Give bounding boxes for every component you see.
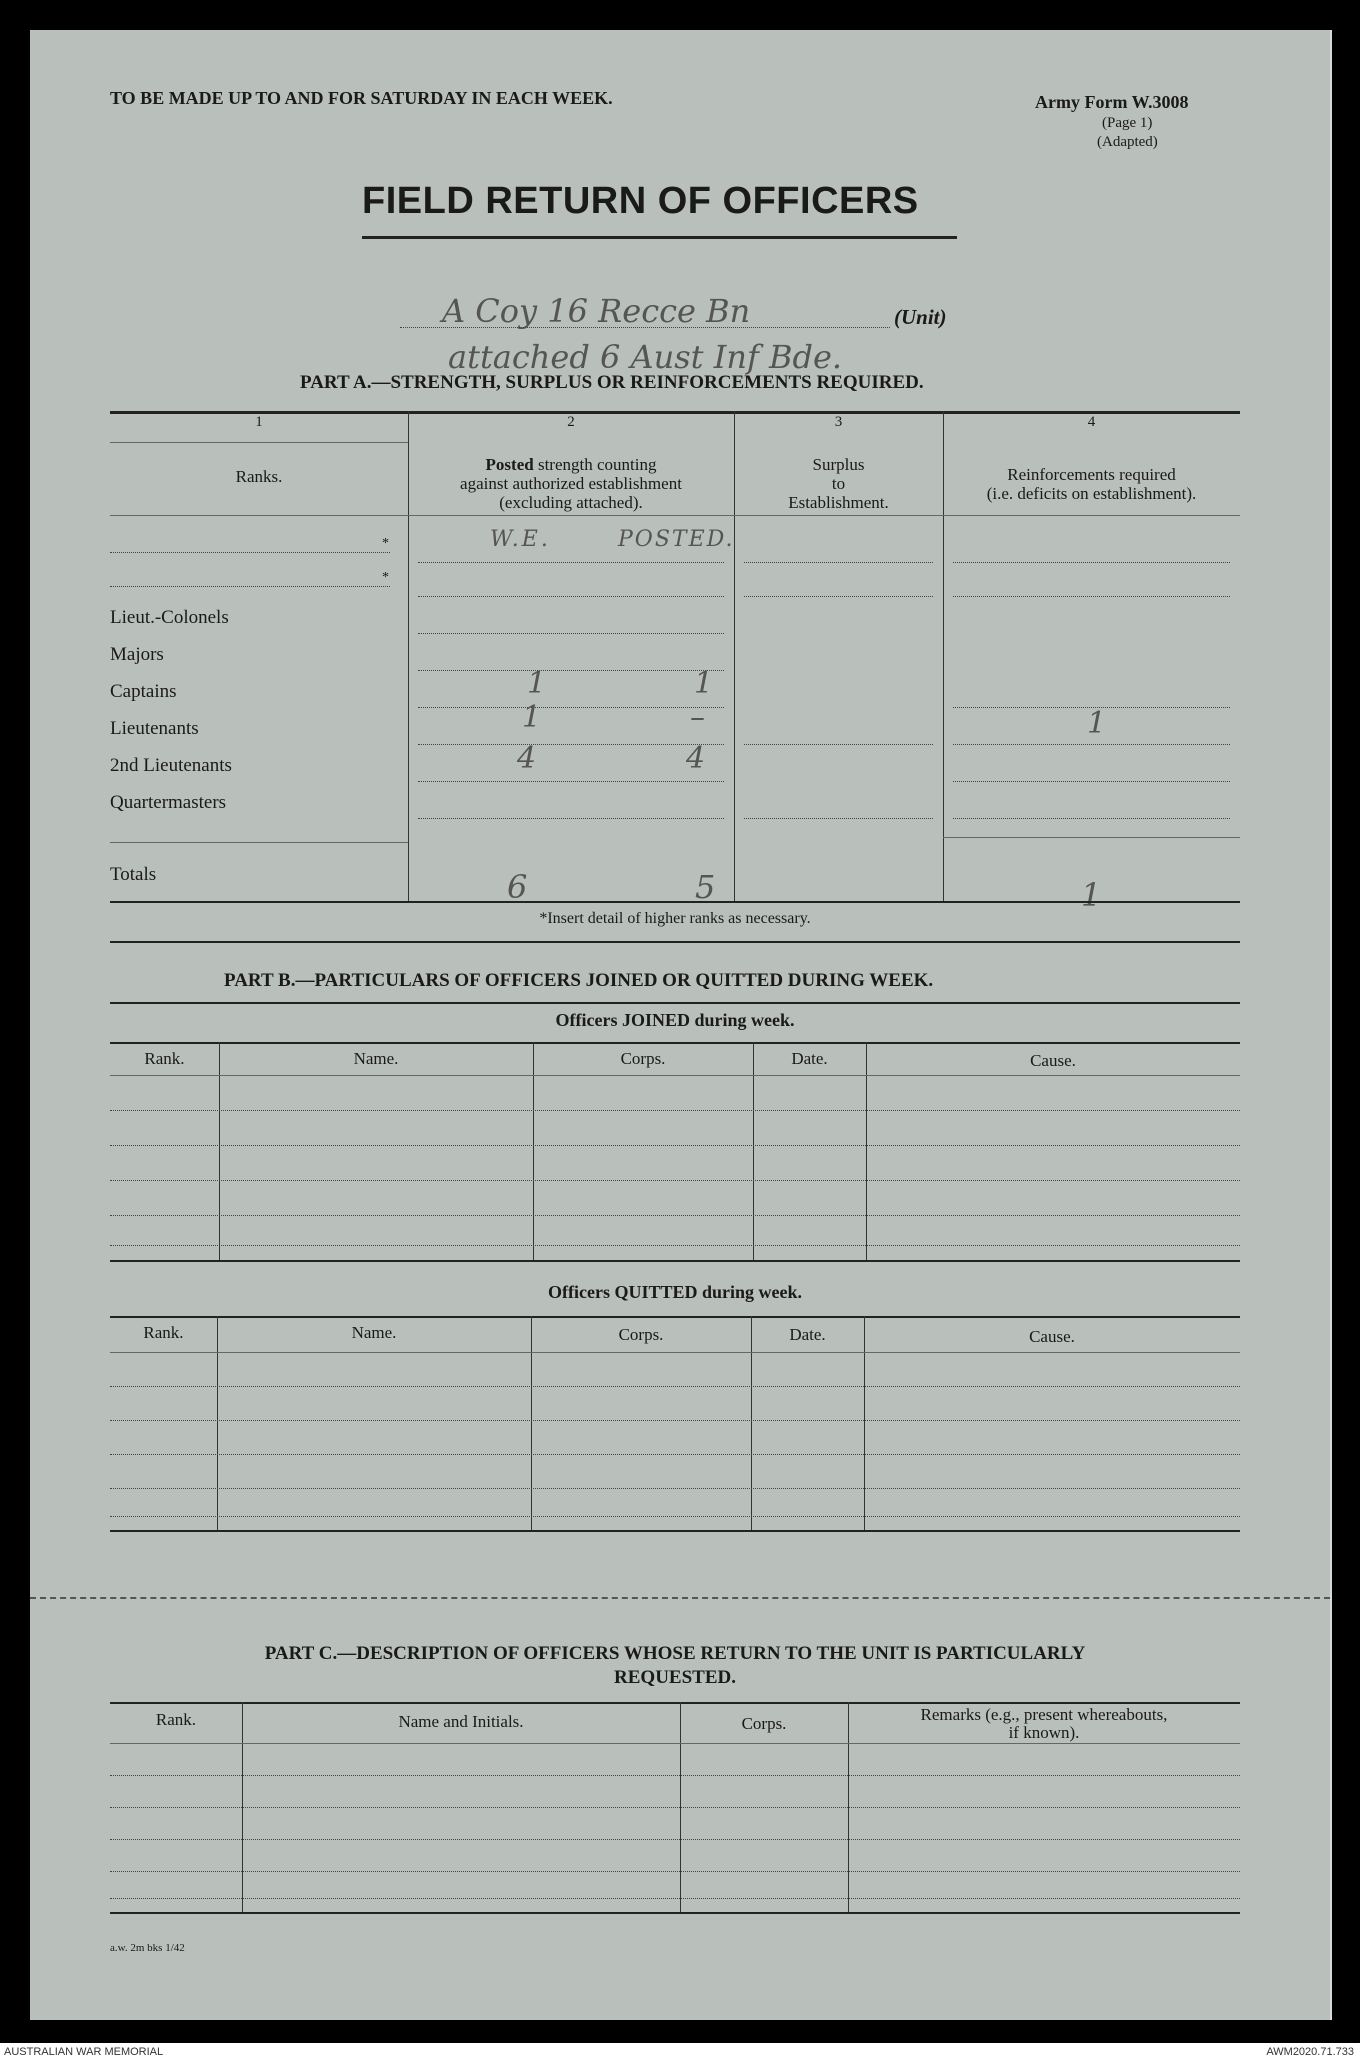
col2-row-rule-2 bbox=[418, 670, 724, 671]
joined-col-corps: Corps. bbox=[620, 1049, 666, 1068]
part-a-heading: PART A.—STRENGTH, SURPLUS OR REINFORCEMENTS REQUIRED. bbox=[300, 372, 924, 393]
quitted-col-corps: Corps. bbox=[618, 1325, 664, 1344]
col2-row-rule-5 bbox=[418, 781, 724, 782]
rank-lieut-colonels: Lieut.-Colonels bbox=[110, 607, 229, 628]
joined-heading: Officers JOINED during week. bbox=[555, 1010, 795, 1030]
form-number: Army Form W.3008 bbox=[1035, 92, 1189, 112]
joined-row-line bbox=[110, 1245, 1240, 1246]
part-c-table-top bbox=[110, 1702, 1240, 1704]
quitted-col-cause: Cause. bbox=[1029, 1327, 1075, 1346]
col-1-number: 1 bbox=[255, 414, 263, 430]
totals-reinf: 1 bbox=[1081, 876, 1102, 914]
quitted-table-bottom bbox=[110, 1530, 1240, 1532]
archive-footer bbox=[0, 2043, 1360, 2061]
col-posted-header bbox=[408, 455, 734, 512]
quitted-row-line bbox=[110, 1386, 1240, 1387]
asterisk-row-2 bbox=[110, 586, 390, 587]
col-surplus-header bbox=[734, 455, 943, 512]
form-sheet bbox=[30, 30, 1332, 2020]
col3-dotted-2 bbox=[744, 596, 933, 597]
joined-table-bottom bbox=[110, 1260, 1240, 1262]
col4-row-rule-3 bbox=[953, 781, 1230, 782]
joined-col-cause: Cause. bbox=[1030, 1051, 1076, 1070]
posted-label-3: (excluding attached). bbox=[499, 493, 643, 512]
we-subheading: W.E. bbox=[490, 527, 551, 552]
part-c-col-remarks bbox=[848, 1706, 1240, 1742]
rank-quartermasters: Quartermasters bbox=[110, 792, 227, 813]
part-a-header-rule bbox=[110, 515, 1240, 516]
unit-handwritten-1: A Coy 16 Recce Bn bbox=[442, 292, 751, 330]
col2-dotted-2 bbox=[418, 596, 724, 597]
col3-row-rule-1 bbox=[744, 744, 933, 745]
captains-reinf: 1 bbox=[1087, 706, 1107, 741]
page-title: FIELD RETURN OF OFFICERS bbox=[362, 180, 919, 222]
asterisk-row-1 bbox=[110, 552, 390, 553]
col4-row-rule-2 bbox=[953, 744, 1230, 745]
archive-name: AUSTRALIAN WAR MEMORIAL bbox=[4, 2046, 164, 2058]
joined-row-line bbox=[110, 1180, 1240, 1181]
asterisk-1: * bbox=[382, 536, 389, 551]
unit-handwritten-2: attached 6 Aust Inf Bde. bbox=[448, 338, 843, 376]
quitted-col-div-2 bbox=[531, 1316, 532, 1530]
joined-col-rank: Rank. bbox=[144, 1049, 185, 1068]
adapted-label: (Adapted) bbox=[1097, 134, 1158, 150]
quitted-col-rank: Rank. bbox=[143, 1323, 184, 1342]
surplus-label-2: to bbox=[831, 474, 846, 493]
quitted-col-div-3 bbox=[751, 1316, 752, 1530]
posted-label-1: strength counting bbox=[533, 455, 657, 474]
part-a-footnote: *Insert detail of higher ranks as necessary. bbox=[539, 910, 811, 927]
part-c-col-rank: Rank. bbox=[155, 1710, 197, 1729]
part-c-row-line bbox=[110, 1871, 1240, 1872]
quitted-row-line bbox=[110, 1454, 1240, 1455]
quitted-row-line bbox=[110, 1420, 1240, 1421]
posted-label-2: against authorized establishment bbox=[460, 474, 682, 493]
joined-header-rule bbox=[110, 1075, 1240, 1076]
totals-rule-left bbox=[110, 842, 408, 843]
col4-dotted-1 bbox=[953, 562, 1230, 563]
instruction-text: TO BE MADE UP TO AND FOR SATURDAY IN EACH WEEK. bbox=[110, 88, 613, 108]
totals-label: Totals bbox=[110, 864, 157, 885]
col4-row-rule-4 bbox=[953, 818, 1230, 819]
asterisk-2: * bbox=[382, 570, 389, 585]
part-b-heading: PART B.—PARTICULARS OF OFFICERS JOINED OR QUITTED DURING WEEK. bbox=[224, 970, 934, 991]
surplus-label-1: Surplus bbox=[812, 455, 865, 474]
totals-rule-right bbox=[943, 837, 1240, 838]
rank-majors: Majors bbox=[110, 644, 164, 665]
col-2-number: 2 bbox=[567, 414, 575, 430]
quitted-col-div-4 bbox=[864, 1316, 865, 1530]
totals-we: 6 bbox=[507, 868, 528, 906]
part-c-row-line bbox=[110, 1898, 1240, 1899]
remarks-label-1: Remarks (e.g., present whereabouts, bbox=[920, 1705, 1168, 1724]
totals-posted: 5 bbox=[695, 868, 716, 906]
reinf-label-1: Reinforcements required bbox=[1007, 465, 1176, 484]
part-c-heading bbox=[110, 1642, 1240, 1690]
lieutenants-posted: 4 bbox=[686, 741, 706, 776]
col2-row-rule-4 bbox=[418, 744, 724, 745]
col2-dotted-1 bbox=[418, 562, 724, 563]
rank-2nd-lieutenants: 2nd Lieutenants bbox=[110, 755, 232, 776]
joined-col-date: Date. bbox=[791, 1049, 828, 1068]
col2-row-rule-6 bbox=[418, 818, 724, 819]
col4-dotted-2 bbox=[953, 596, 1230, 597]
quitted-col-date: Date. bbox=[789, 1325, 826, 1344]
part-c-row-line bbox=[110, 1807, 1240, 1808]
col-3-number: 3 bbox=[834, 414, 843, 430]
quitted-row-line bbox=[110, 1488, 1240, 1489]
lieutenants-we: 4 bbox=[517, 741, 537, 776]
quitted-col-name: Name. bbox=[351, 1323, 397, 1342]
part-c-header-rule bbox=[110, 1743, 1240, 1744]
col3-dotted-1 bbox=[744, 562, 933, 563]
col-reinforcements-header bbox=[943, 465, 1240, 503]
captains-posted: – bbox=[690, 700, 705, 735]
col2-row-rule-3 bbox=[418, 707, 724, 708]
part-c-row-line bbox=[110, 1839, 1240, 1840]
col2-row-rule-1 bbox=[418, 633, 724, 634]
remarks-label-2: if known). bbox=[1008, 1723, 1080, 1742]
col-1-number-rule bbox=[110, 442, 408, 443]
archive-id: AWM2020.71.733 bbox=[1266, 2046, 1354, 2058]
majors-we: 1 bbox=[527, 666, 547, 701]
quitted-table-top bbox=[110, 1316, 1240, 1318]
captains-we: 1 bbox=[522, 700, 542, 735]
part-c-heading-2: REQUESTED. bbox=[614, 1667, 736, 1688]
rank-lieutenants: Lieutenants bbox=[110, 718, 199, 739]
part-c-row-line bbox=[110, 1775, 1240, 1776]
quitted-header-rule bbox=[110, 1352, 1240, 1353]
perforation-line bbox=[30, 1597, 1330, 1599]
col-4-number: 4 bbox=[1087, 414, 1096, 430]
part-c-table-bottom bbox=[110, 1912, 1240, 1914]
page-number: (Page 1) bbox=[1102, 115, 1153, 131]
posted-subheading: POSTED. bbox=[618, 527, 735, 552]
quitted-col-div-1 bbox=[217, 1316, 218, 1530]
quitted-heading: Officers QUITTED during week. bbox=[548, 1282, 802, 1302]
part-c-col-name: Name and Initials. bbox=[398, 1712, 524, 1731]
part-c-heading-1: PART C.—DESCRIPTION OF OFFICERS WHOSE RETURN TO THE UNIT IS PARTICULARLY bbox=[264, 1643, 1086, 1664]
unit-dotted-line bbox=[400, 327, 890, 328]
unit-label: (Unit) bbox=[894, 305, 947, 329]
joined-row-line bbox=[110, 1145, 1240, 1146]
title-underline bbox=[362, 236, 957, 239]
part-c-col-corps: Corps. bbox=[741, 1714, 787, 1733]
joined-col-name: Name. bbox=[353, 1049, 399, 1068]
part-a-bottom-rule bbox=[110, 901, 1240, 903]
col3-row-rule-2 bbox=[744, 818, 933, 819]
majors-posted: 1 bbox=[694, 666, 714, 701]
surplus-label-3: Establishment. bbox=[788, 493, 889, 512]
part-b-top-rule bbox=[110, 1002, 1240, 1004]
print-code: a.w. 2m bks 1/42 bbox=[110, 1942, 185, 1954]
col-ranks-header: Ranks. bbox=[235, 467, 283, 486]
quitted-row-line bbox=[110, 1516, 1240, 1517]
posted-bold-label: Posted bbox=[485, 455, 534, 474]
joined-row-line bbox=[110, 1110, 1240, 1111]
joined-row-line bbox=[110, 1215, 1240, 1216]
part-a-end-rule bbox=[110, 941, 1240, 943]
reinf-label-2: (i.e. deficits on establishment). bbox=[986, 484, 1197, 503]
joined-table-top bbox=[110, 1042, 1240, 1044]
rank-captains: Captains bbox=[110, 681, 177, 702]
